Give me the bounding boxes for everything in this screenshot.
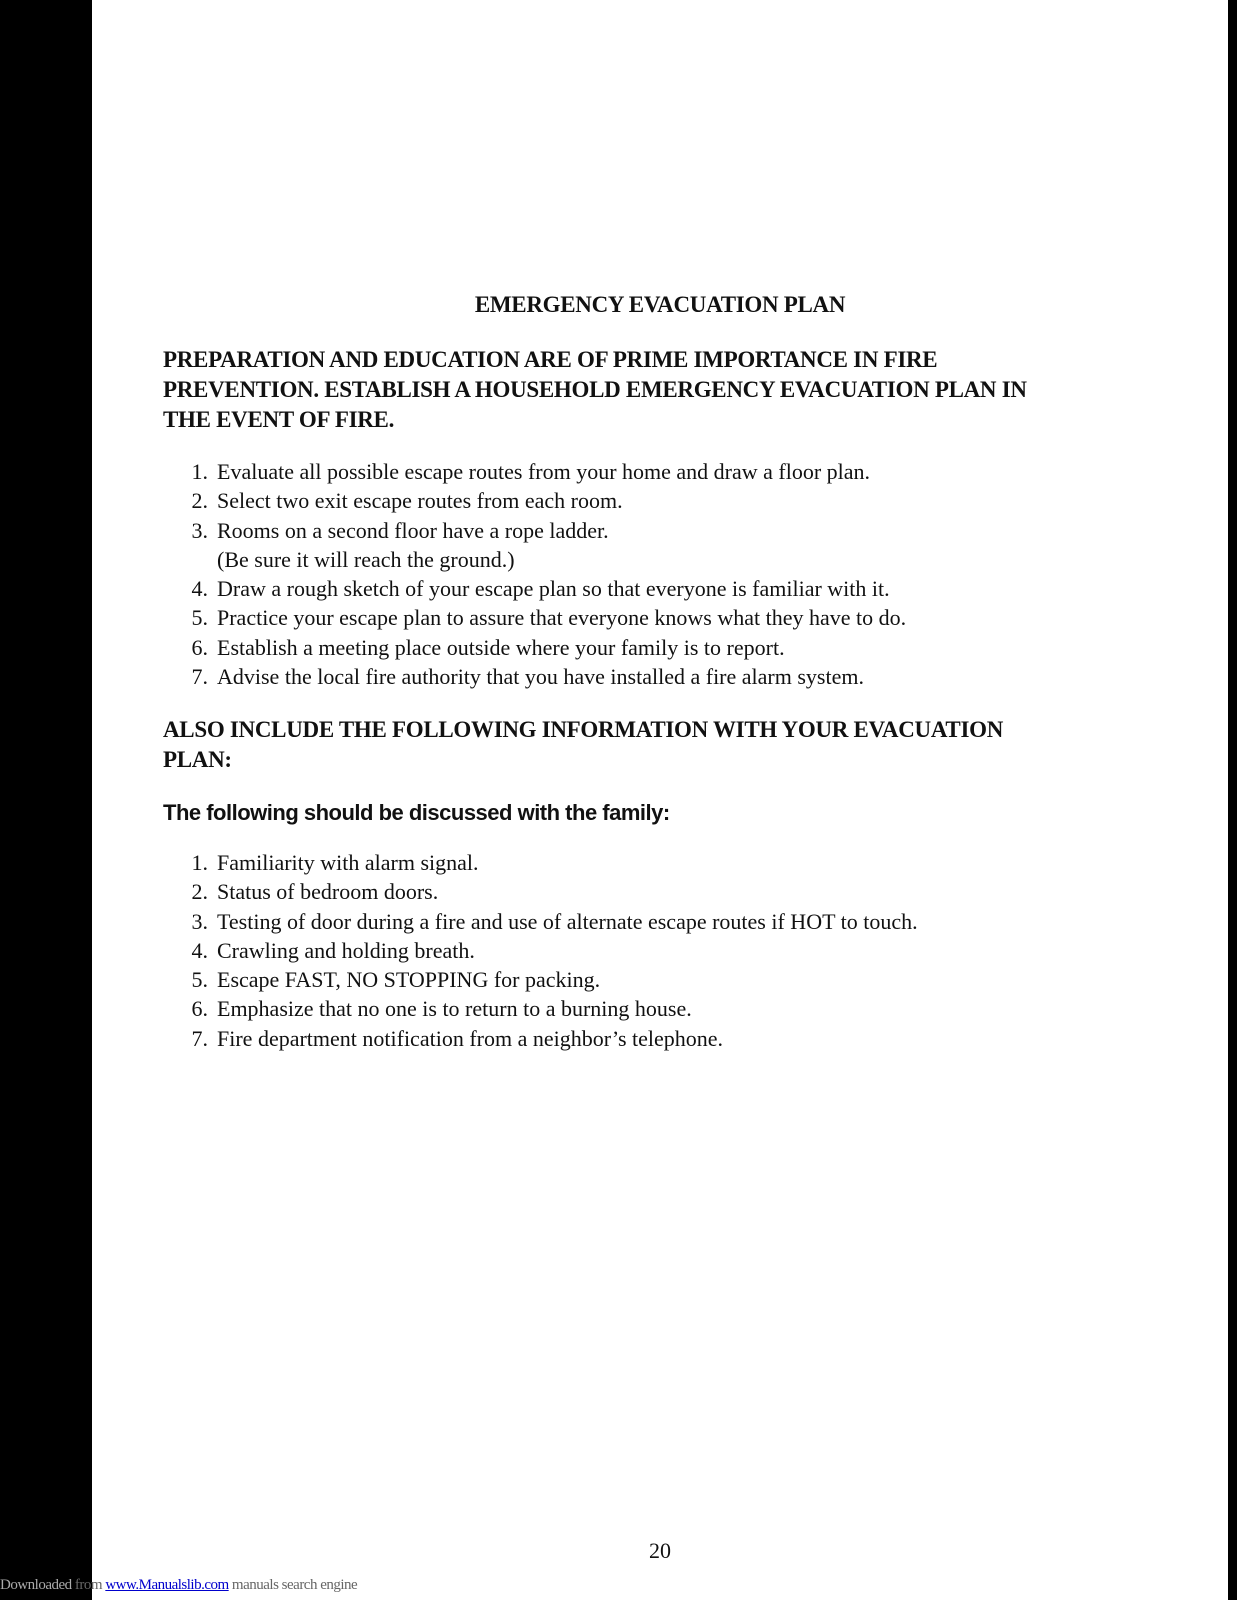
item-text: Practice your escape plan to assure that everyone knows what they have to do. (217, 605, 907, 631)
item-text: Escape FAST, NO STOPPING for packing. (217, 967, 601, 993)
item-text: Crawling and holding breath. (217, 937, 475, 963)
item-number: 4. (191, 937, 208, 963)
item-text: (Be sure it will reach the ground.) (217, 546, 515, 572)
list-item (172, 936, 1172, 965)
page-number: 20 (649, 1538, 671, 1563)
list-item (172, 516, 1172, 545)
item-number: 3. (191, 517, 208, 543)
item-number: 5. (191, 605, 208, 631)
item-number: 4. (191, 576, 208, 602)
list-item (172, 633, 1172, 662)
list-item (172, 457, 1172, 486)
list-item (172, 907, 1172, 936)
item-number: 3. (191, 908, 208, 934)
item-number: 7. (191, 664, 208, 690)
scan-border-right (1228, 0, 1237, 1600)
download-footer (0, 1577, 357, 1594)
list-item (172, 848, 1172, 877)
document-page (92, 0, 1228, 1600)
item-text: Select two exit escape routes from each room. (217, 488, 623, 514)
footer-suffix: manuals search engine (228, 1577, 358, 1593)
footer-prefix: Downloaded (0, 1577, 72, 1593)
list-item (172, 1024, 1172, 1053)
item-text: Advise the local fire authority that you have installed a fire alarm system. (217, 664, 864, 690)
item-number: 1. (191, 459, 208, 484)
item-number: 1. (191, 850, 208, 875)
list-item (172, 994, 1172, 1023)
also-include-heading: ALSO INCLUDE THE FOLLOWING INFORMATION WITH YOUR EVACUATION PLAN: (163, 717, 1004, 772)
item-number: 5. (191, 967, 208, 993)
list-item (172, 574, 1172, 603)
item-number: 6. (191, 996, 208, 1022)
list-item (172, 965, 1172, 994)
item-text: Evaluate all possible escape routes from your home and draw a floor plan. (217, 459, 871, 484)
item-number: 2. (191, 879, 208, 905)
item-text: Establish a meeting place outside where your family is to report. (217, 634, 785, 660)
family-discussion-list (172, 848, 1172, 1053)
item-number: 2. (191, 488, 208, 514)
list-item (172, 486, 1172, 515)
footer-from: from (71, 1577, 106, 1593)
item-number: 6. (191, 634, 208, 660)
intro-paragraph: PREPARATION AND EDUCATION ARE OF PRIME IMPORTANCE IN FIRE PREVENTION. ESTABLISH A HOUSEHOLD EMERGENCY EVACUATION PLAN IN THE EVENT OF FIRE. (163, 347, 1027, 432)
item-text: Fire department notification from a neighbor’s telephone. (217, 1025, 724, 1051)
discussion-subheading: The following should be discussed with the family: (163, 800, 670, 825)
page-title: EMERGENCY EVACUATION PLAN (474, 292, 846, 317)
item-text: Emphasize that no one is to return to a burning house. (217, 996, 692, 1022)
list-item (172, 877, 1172, 906)
list-item (172, 603, 1172, 632)
item-text: Testing of door during a fire and use of alternate escape routes if HOT to touch. (217, 908, 918, 934)
scan-border-left (0, 0, 92, 1600)
list-item (172, 662, 1172, 691)
item-text: Draw a rough sketch of your escape plan so that everyone is familiar with it. (217, 576, 890, 602)
evacuation-steps-list (172, 457, 1172, 691)
item-text: Status of bedroom doors. (217, 879, 439, 905)
item-text: Rooms on a second floor have a rope ladder. (217, 517, 609, 543)
list-item-continuation (172, 545, 1172, 574)
item-text: Familiarity with alarm signal. (217, 850, 479, 875)
item-number: 7. (191, 1025, 208, 1051)
manualslib-link[interactable]: www.Manualslib.com (105, 1577, 229, 1593)
